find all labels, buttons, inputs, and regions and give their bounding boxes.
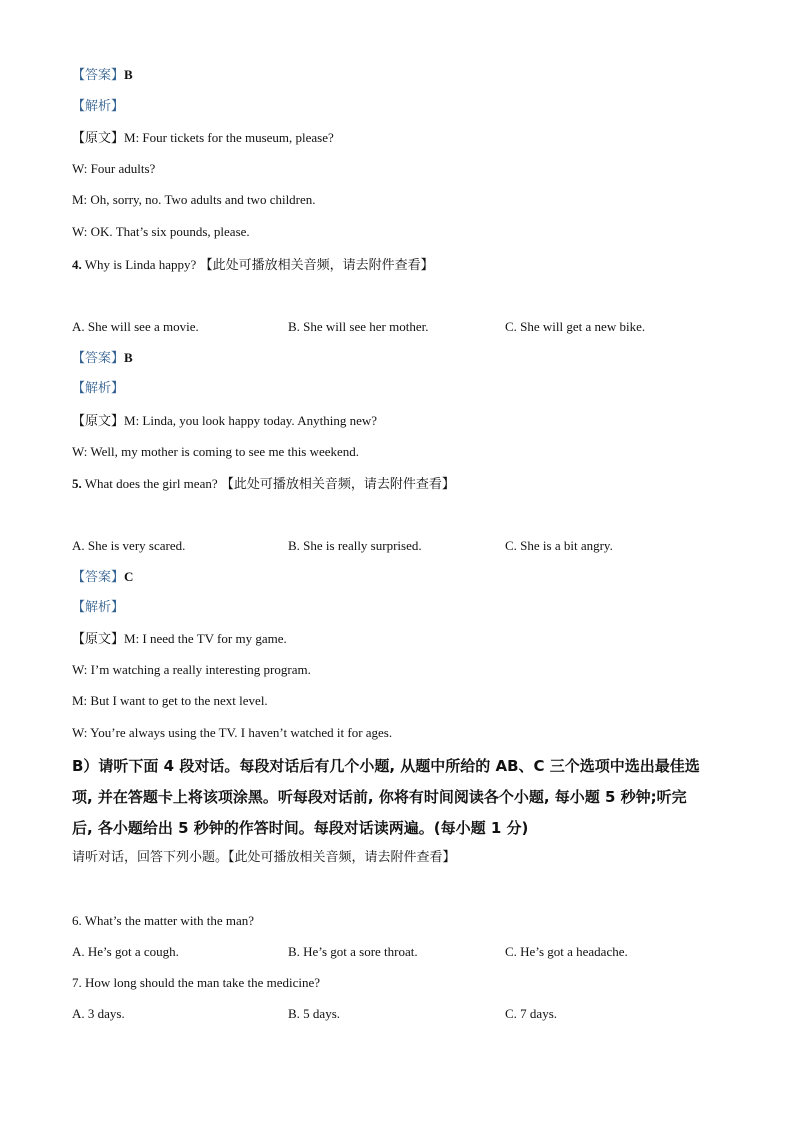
q4-transcript-line-1 [72, 413, 377, 430]
q7-option-b: B. 5 days. [288, 1006, 340, 1021]
q6-option-c: C. He’s got a headache. [505, 944, 628, 959]
answer-value: B [124, 67, 133, 82]
answer-tag: 【答案】 [72, 68, 125, 83]
q4-analysis-tag: 【解析】 [72, 381, 125, 396]
q7-question: 7. How long should the man take the medicine? [72, 975, 321, 990]
q6-option-a: A. He’s got a cough. [72, 944, 179, 959]
transcript-text: M: Linda, you look happy today. Anything new? [124, 413, 378, 428]
section-b-instructions-line-3: 后, 各小题给出 5 秒钟的作答时间。每段对话读两遍。(每小题 1 分) [72, 819, 529, 837]
q5-option-a: A. She is very scared. [72, 538, 186, 553]
q5-transcript-line-3: M: But I want to get to the next level. [72, 693, 268, 708]
audio-note: 【此处可播放相关音频，请去附件查看】 [220, 477, 455, 492]
q3-transcript-line-2: W: Four adults? [72, 161, 156, 176]
q5-transcript-line-1 [72, 631, 287, 648]
transcript-text: M: I need the TV for my game. [124, 631, 287, 646]
answer-value: C [124, 569, 134, 584]
q5-option-c: C. She is a bit angry. [505, 538, 613, 553]
q4-question [72, 257, 434, 274]
section-b-instructions-line-1: B）请听下面 4 段对话。每段对话后有几个小题, 从题中所给的 AB、C 三个选项中选出最佳选 [72, 757, 700, 775]
q5-analysis-tag: 【解析】 [72, 600, 125, 615]
answer-value: B [124, 350, 133, 365]
transcript-tag: 【原文】 [72, 414, 125, 429]
section-b-instructions-line-2: 项, 并在答题卡上将该项涂黑。听每段对话前, 你将有时间阅读各个小题, 每小题 5 秒钟;听完 [72, 788, 687, 806]
q7-option-a: A. 3 days. [72, 1006, 125, 1021]
q4-transcript-line-2: W: Well, my mother is coming to see me this weekend. [72, 444, 360, 459]
q3-transcript-line-1 [72, 130, 334, 147]
transcript-text: M: Four tickets for the museum, please? [124, 130, 334, 145]
q4-answer-line [72, 350, 133, 367]
q6-option-b: B. He’s got a sore throat. [288, 944, 418, 959]
question-number: 5. [72, 476, 82, 491]
q5-transcript-line-4: W: You’re always using the TV. I haven’t watched it for ages. [72, 725, 393, 740]
q4-option-c: C. She will get a new bike. [505, 319, 646, 334]
q5-answer-line [72, 569, 133, 586]
answer-tag: 【答案】 [72, 351, 125, 366]
question-number: 4. [72, 257, 82, 272]
q3-transcript-line-3: M: Oh, sorry, no. Two adults and two children. [72, 192, 316, 207]
q6-question: 6. What’s the matter with the man? [72, 913, 255, 928]
q3-transcript-line-4: W: OK. That’s six pounds, please. [72, 224, 250, 239]
q5-transcript-line-2: W: I’m watching a really interesting program. [72, 662, 311, 677]
audio-note: 【此处可播放相关音频，请去附件查看】 [199, 258, 434, 273]
q4-option-b: B. She will see her mother. [288, 319, 429, 334]
q7-option-c: C. 7 days. [505, 1006, 557, 1021]
question-text: Why is Linda happy? [84, 257, 197, 272]
section-b-prompt: 请听对话，回答下列小题。【此处可播放相关音频，请去附件查看】 [72, 850, 456, 865]
q5-option-b: B. She is really surprised. [288, 538, 422, 553]
q5-question [72, 476, 455, 493]
q4-option-a: A. She will see a movie. [72, 319, 199, 334]
question-text: What does the girl mean? [84, 476, 218, 491]
q3-answer-line [72, 67, 133, 84]
answer-tag: 【答案】 [72, 570, 125, 585]
transcript-tag: 【原文】 [72, 131, 125, 146]
q3-analysis-tag: 【解析】 [72, 99, 125, 114]
transcript-tag: 【原文】 [72, 632, 125, 647]
